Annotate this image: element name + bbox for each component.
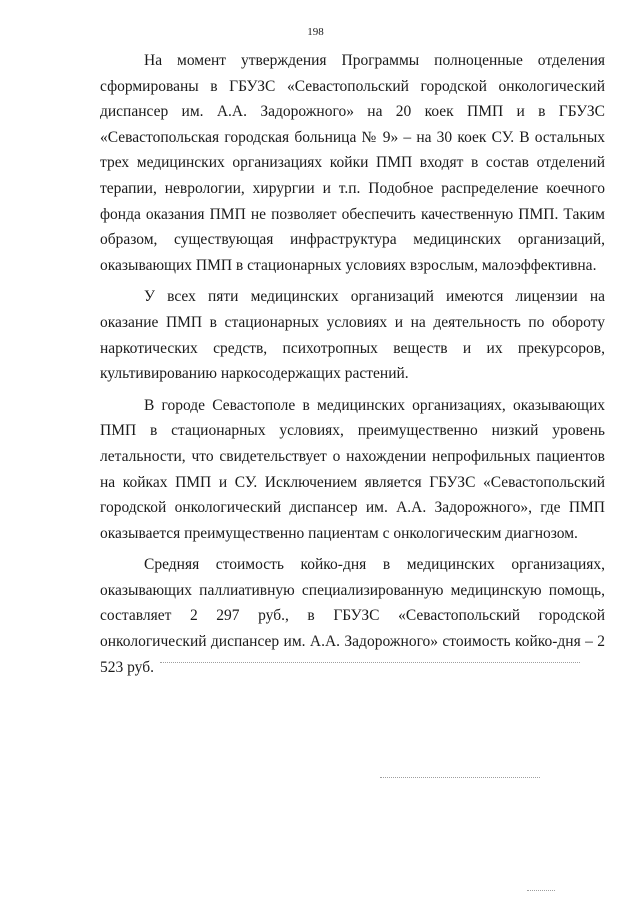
paragraph-1: На момент утверждения Программы полноценные отделения сформированы в ГБУЗС «Севастопольский городской онкологический диспансер им. А.А. Задорожного» на 20 коек ПМП и в ГБУЗС «Севастопольская городская больница № 9» – на 30 коек СУ. В остальных трех медицинских организациях койки ПМП входят в состав отделений терапии, неврологии, хирургии и т.п. Подобное распределение коечного фонда оказания ПМП не позволяет обеспечить качественную ПМП. Таким образом, существующая инфраструктура медицинских организаций, оказывающих ПМП в стационарных условиях взрослым, малоэффективна. <box>100 52 605 274</box>
scan-artifact-line <box>160 662 580 664</box>
paragraph-3: В городе Севастополе в медицинских организациях, оказывающих ПМП в стационарных условиях, преимущественно низкий уровень летальности, что свидетельствует о нахождении непрофильных пациентов на койках ПМП и СУ. Исключением является ГБУЗС «Севастопольский городской онкологический диспансер им. А.А. Задорожного», где ПМП оказывается преимущественно пациентам с онкологическим диагнозом. <box>100 396 605 542</box>
paragraph-2: У всех пяти медицинских организаций имеются лицензии на оказание ПМП в стационарных условиях и на деятельность по обороту наркотических средств, психотропных веществ и их прекурсоров, культивированию наркосодержащих растений. <box>100 288 605 383</box>
paragraph-4: Средняя стоимость койко-дня в медицинских организациях, оказывающих паллиативную специализированную медицинскую помощь, составляет 2 297 руб., в ГБУЗС «Севастопольский городской онкологический диспансер им. А.А. Задорожного» стоимость койко-дня – 2 523 руб. <box>100 556 605 676</box>
scan-artifact-line <box>527 890 555 892</box>
page-number: 198 <box>307 26 324 38</box>
scan-artifact-line <box>380 777 540 779</box>
document-body <box>100 48 605 686</box>
